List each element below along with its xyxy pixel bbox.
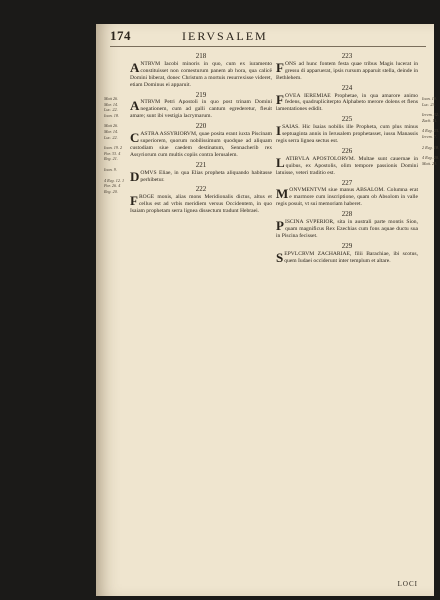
entry-text: ONVMENTVM siue manus ABSALOM. Columna erat e marmore cum inscriptione, quam ob Absolom in valle regis posuit, vt sui memoriam haberet.	[276, 187, 418, 208]
margin-note: 4 Reg. 12. 1 Par. 26. 4 Reg. 20.	[104, 177, 125, 194]
entry-number: 229	[341, 241, 353, 250]
page-number: 174	[110, 28, 131, 43]
entry	[276, 53, 418, 82]
entry-text: ISCINA SVPERIOR, sita in australi parte montis Sion, quam magnificus Rex Ezechias cum fons aquae ductu sua in Piscina fecisset.	[276, 219, 418, 239]
entry-text: NTRVM Petri Apostoli in quo post trinam Domini negationem, cum ad galli cantum egrederetur, fleuit amare; sunt ibi vestigia lacrymarum.	[130, 99, 272, 120]
margin-note: Matt 26. Mar. 14. Luc. 22. Ioan. 18.	[104, 96, 120, 118]
left-margin-notes	[104, 96, 126, 199]
entry-text: EPVLCRVM ZACHARIAE, filii Barachiae, ibi scotus, quem Iudaei occiderunt inter templum et altare.	[284, 250, 418, 264]
entry	[276, 116, 418, 145]
entry-number: 218	[195, 52, 207, 60]
entry-text: ROGE monis, alias mons Meridionalis dictus, altus et cellus est ad vrbis meridiem versus Occidentem, in quo Isaiam prophetam serra lignea dissectum tradunt Hebraei.	[130, 194, 272, 215]
margin-note: Ioan. 19. 2 Par. 33. 4 Reg. 21.	[104, 145, 123, 162]
margin-note: 4 Reg. 23. Ierem. 7.	[422, 128, 439, 139]
entry	[276, 211, 418, 240]
catchword: LOCI	[397, 580, 418, 588]
drop-initial: S	[276, 249, 284, 265]
drop-initial: I	[276, 123, 282, 139]
entry-number: 228	[341, 210, 353, 219]
entry	[276, 243, 418, 265]
book-page	[96, 24, 439, 596]
margin-note: Matt 26. Mar. 14. Luc. 22.	[104, 123, 119, 140]
entry-number: 220	[195, 122, 207, 131]
page-header	[110, 28, 426, 47]
entry	[276, 148, 418, 177]
right-margin-notes	[422, 96, 440, 171]
entry	[276, 180, 418, 209]
entry-number: 219	[195, 90, 207, 99]
entry-number: 224	[341, 83, 353, 92]
drop-initial: F	[276, 59, 284, 75]
running-title: IERVSALEM	[182, 29, 268, 43]
drop-initial: D	[130, 168, 140, 184]
drop-initial: A	[130, 59, 140, 75]
entry-text: NTRVM Iacobi minoris in quo, cum ex iuramento constituisset non comesturum panem ab hora, qua calicē Domini biberat, donec Christum a mortuis resurrexisse videret, etiam Dominus ei apparuit.	[130, 60, 272, 88]
entry	[130, 92, 272, 121]
drop-initial: P	[276, 218, 284, 234]
drop-initial: A	[130, 98, 140, 114]
drop-initial: F	[276, 91, 284, 107]
entry-text: ASTRA ASSYRIORVM, quae posita erant iuxta Piscinam superiorem, quorum nobilissimum quodque ad aliquam custodiam siue caedem destinatum, Sennacherib rex Assyriorum cum multis copiis contra Ierusalem.	[130, 131, 272, 158]
margin-note: Ierem. 32. Zach. 11.	[422, 112, 439, 123]
entry-number: 227	[341, 178, 353, 187]
entry-number: 225	[341, 115, 353, 124]
entry	[276, 85, 418, 114]
entry-number: 221	[195, 160, 207, 169]
entry-number: 226	[341, 146, 353, 155]
margin-note: Ioan. 9.	[104, 166, 117, 172]
entry	[130, 53, 272, 89]
drop-initial: F	[130, 193, 138, 209]
entry	[130, 162, 272, 184]
drop-initial: C	[130, 130, 140, 146]
entry-text: OMVS Eliae, in qua Elias propheta aliquando habitasse perhibetur.	[140, 169, 272, 183]
margin-note: 2 Reg. 18.	[422, 144, 439, 150]
entry-text: ONS ad hunc fontem festa quae tribus Magis lucerat in gressu di apparuerat, ipsis rursum apparuit stella, deinde in Bethlehem.	[276, 60, 418, 81]
margin-note: 4 Reg. 20. Matt. 23.	[422, 155, 439, 166]
drop-initial: M	[276, 186, 289, 202]
entry	[130, 186, 272, 215]
entry-text: OVEA IEREMIAE Prophetae, in qua amarore animo fedens, quadrupliciterpto Alphabeto merore dolens et flens lamentationes edidit.	[276, 92, 418, 113]
entry-number: 222	[195, 185, 207, 194]
entry-text: ATIBVLA APOSTOLORVM. Multae sunt cauernae in quibus, ex Apostolis, olim tempore passionis Domini latuisse, veteri traditio est.	[276, 155, 418, 176]
right-column	[276, 50, 418, 264]
margin-note: Ioan. 19. Luc. 23.	[422, 96, 438, 107]
left-column	[130, 50, 272, 215]
drop-initial: L	[276, 154, 285, 170]
entry-number: 223	[341, 52, 353, 60]
entry	[130, 123, 272, 159]
entry-text: SAIAS. Hic Isaias nobilis ille Propheta, cum plus minus septuaginta annis in Ierusalem prophetasset, iussu Manassis regis serra lignea sectus est.	[276, 124, 418, 144]
